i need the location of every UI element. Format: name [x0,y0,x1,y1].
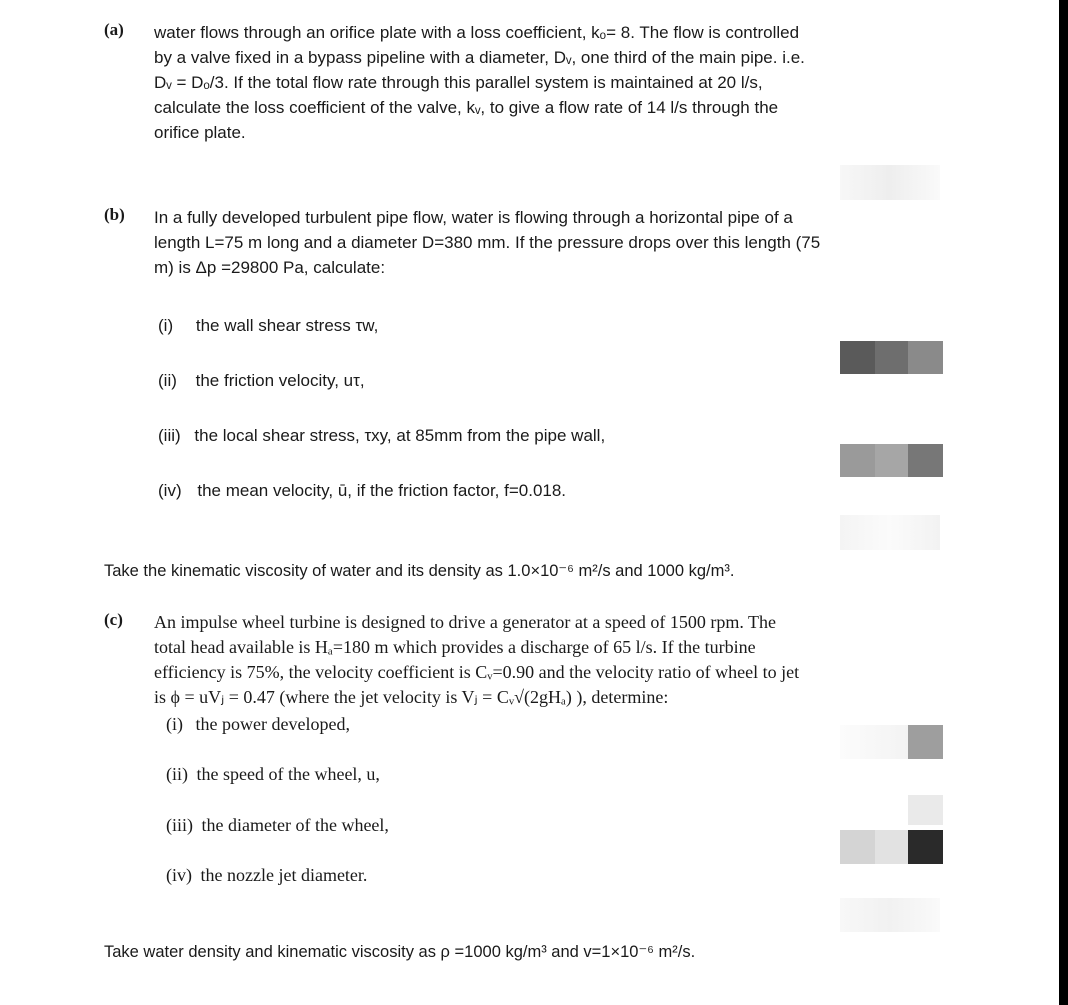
redaction-block [840,830,875,864]
question-c-text [154,610,940,710]
question-c-item-2-num: (ii) [166,764,188,784]
question-b-line-1: In a fully developed turbulent pipe flow, water is flowing through a horizontal pipe of a [154,208,793,227]
redaction-block [840,898,940,932]
redaction-block [875,341,908,374]
redaction-block [908,830,943,864]
question-b-item-2-num: (ii) [158,371,177,390]
question-a-line-4: calculate the loss coefficient of the valve, kᵥ, to give a flow rate of 14 l/s through the [154,98,779,117]
question-a-line-2: by a valve fixed in a bypass pipeline with a diameter, Dᵥ, one third of the main pipe. i.e. [154,48,805,67]
question-c-line-2: total head available is Hₐ=180 m which provides a discharge of 65 l/s. If the turbine [154,637,756,657]
question-b-item-2 [158,371,365,391]
question-c-item-2-text: the speed of the wheel, u, [196,764,380,784]
question-b-item-1-text: the wall shear stress τw, [195,316,379,335]
question-b-label: (b) [104,205,125,224]
question-a-line-3: Dᵥ = Dₒ/3. If the total flow rate through this parallel system is maintained at 20 l/s, [154,73,763,92]
question-b-text [154,205,940,280]
question-c-item-4 [166,865,367,886]
redaction-block [908,341,943,374]
question-a [104,20,940,145]
redaction-block [840,725,908,759]
page-right-edge [1059,0,1068,1005]
question-a-line-1: water flows through an orifice plate with a loss coefficient, kₒ= 8. The flow is controlled [154,23,800,42]
question-c-line-3: efficiency is 75%, the velocity coefficient is Cᵥ=0.90 and the velocity ratio of wheel to jet [154,662,800,682]
question-b [104,205,940,280]
question-c [104,610,940,710]
question-c-item-4-num: (iv) [166,865,192,885]
redaction-block [875,444,908,477]
redaction-block [908,795,943,825]
question-c-note: Take water density and kinematic viscosity as ρ =1000 kg/m³ and v=1×10⁻⁶ m²/s. [104,943,696,961]
question-b-item-3-num: (iii) [158,426,181,445]
question-b-item-3-text: the local shear stress, τxy, at 85mm from the pipe wall, [194,426,606,445]
question-c-item-4-text: the nozzle jet diameter. [200,865,368,885]
question-b-item-1 [158,316,378,336]
question-c-item-3-num: (iii) [166,815,193,835]
redaction-block [840,165,940,200]
question-c-line-1: An impulse wheel turbine is designed to drive a generator at a speed of 1500 rpm. The [154,612,776,632]
question-b-item-2-text: the friction velocity, uτ, [195,371,365,390]
question-b-line-3: m) is Δp =29800 Pa, calculate: [154,258,386,277]
question-c-item-1-text: the power developed, [195,714,350,734]
question-c-item-1-num: (i) [166,714,183,734]
redaction-block [840,515,940,550]
question-c-item-3-text: the diameter of the wheel, [201,815,389,835]
question-b-item-4-text: the mean velocity, ū, if the friction factor, f=0.018. [197,481,567,500]
question-a-label: (a) [104,20,124,39]
redaction-block [840,444,875,477]
redaction-block [875,830,908,864]
question-c-item-1 [166,714,350,735]
redaction-block [840,341,875,374]
question-c-line-4: is ϕ = uVⱼ = 0.47 (where the jet velocity is Vⱼ = Cᵥ√(2gHₐ) ), determine: [154,687,669,707]
question-b-item-4-num: (iv) [158,481,182,500]
question-c-item-2 [166,764,380,785]
question-c-item-3 [166,815,389,836]
question-a-line-5: orifice plate. [154,123,246,142]
redaction-block [908,444,943,477]
question-b-item-3 [158,426,605,446]
question-b-note: Take the kinematic viscosity of water and its density as 1.0×10⁻⁶ m²/s and 1000 kg/m³. [104,562,735,580]
question-b-item-4 [158,481,566,501]
question-a-text [154,20,940,145]
redaction-block [908,725,943,759]
question-c-label: (c) [104,610,123,629]
question-b-line-2: length L=75 m long and a diameter D=380 mm. If the pressure drops over this length (75 [154,233,821,252]
question-b-item-1-num: (i) [158,316,174,335]
